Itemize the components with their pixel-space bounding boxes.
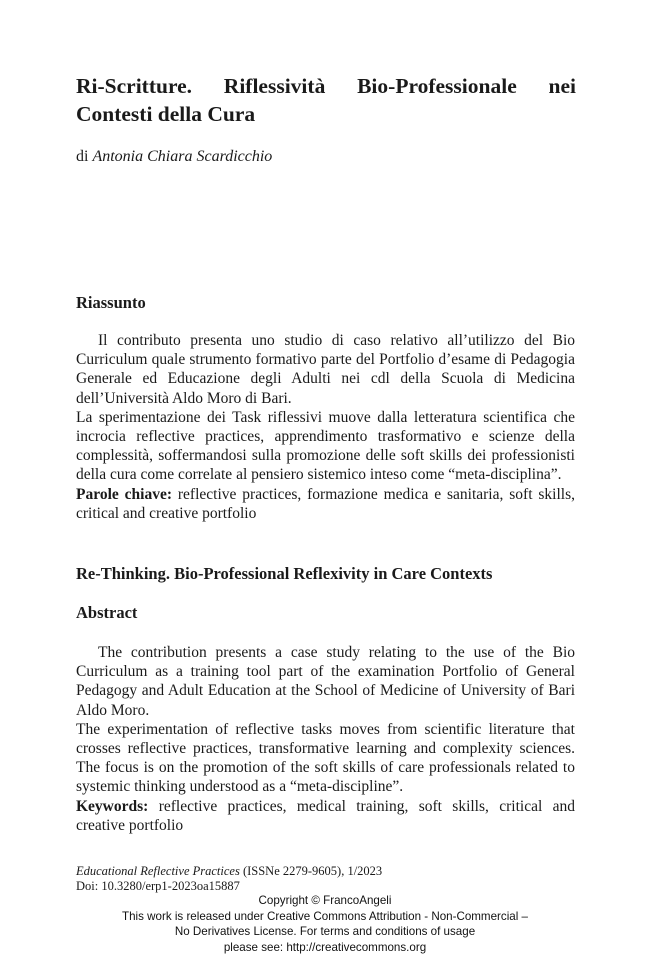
abstract-heading: Abstract [76, 603, 138, 622]
article-title: Ri-Scritture. Riflessività Bio-Professionale nei Contesti della Cura [76, 74, 576, 126]
license-line: No Derivatives License. For terms and conditions of usage [174, 925, 476, 938]
license-line: This work is released under Creative Commons Attribution - Non-Commercial – [122, 909, 528, 923]
abstract-paragraph: The contribution presents a case study relating to the use of the Bio Curriculum as a training tool part of the examination Portfolio of General Pedagogy and Adult Education at the School of Medicine of University of Bari Aldo Moro. [76, 644, 575, 719]
author-name: Antonia Chiara Scardicchio [92, 148, 273, 165]
journal-name: Educational Reflective Practices [76, 864, 240, 878]
keywords-label: Keywords: [76, 797, 149, 815]
journal-info: (ISSNe 2279-9605), 1/2023 [242, 864, 383, 878]
journal-citation [76, 864, 382, 879]
license-notice [0, 893, 650, 955]
author-prefix: di [76, 148, 89, 165]
keywords-text: reflective practices, formazione medica e sanitaria, soft skills, critical and creative portfolio [76, 485, 576, 522]
riassunto-body [76, 331, 575, 523]
english-title: Re-Thinking. Bio-Professional Reflexivity in Care Contexts [76, 564, 493, 583]
doi-line: Doi: 10.3280/erp1-2023oa15887 [76, 879, 240, 893]
copyright-line: Copyright © FrancoAngeli [258, 894, 392, 907]
keywords-text: reflective practices, medical training, soft skills, critical and creative portfolio [76, 797, 576, 834]
riassunto-paragraph: Il contributo presenta uno studio di caso relativo all’utilizzo del Bio Curriculum quale strumento formativo parte del Portfolio d’esame di Pedagogia Generale ed Educazione degli Adulti nei cdl della Scuola di Medicina dell’Università Aldo Moro di Bari. [76, 332, 575, 407]
keywords-label: Parole chiave: [76, 485, 172, 503]
riassunto-keywords [76, 485, 575, 523]
riassunto-paragraph: La sperimentazione dei Task riflessivi muove dalla letteratura scientifica che incrocia reflective practices, apprendimento trasformativo e scienze della complessità, soffermandosi sulla promozione delle soft skills dei professionisti della cura come correlate al pensiero sistemico inteso come “meta-disciplina”. [76, 408, 575, 484]
author-line [76, 147, 272, 167]
abstract-body [76, 643, 575, 835]
abstract-paragraph: The experimentation of reflective tasks moves from scientific literature that crosses reflective practices, transformative learning and complexity sciences. The focus is on the promotion of the soft skills of care professionals related to systemic thinking understood as a “meta-discipline”. [76, 720, 575, 796]
riassunto-heading: Riassunto [76, 293, 146, 312]
abstract-keywords [76, 797, 575, 835]
license-link-line: please see: http://creativecommons.org [223, 940, 427, 954]
